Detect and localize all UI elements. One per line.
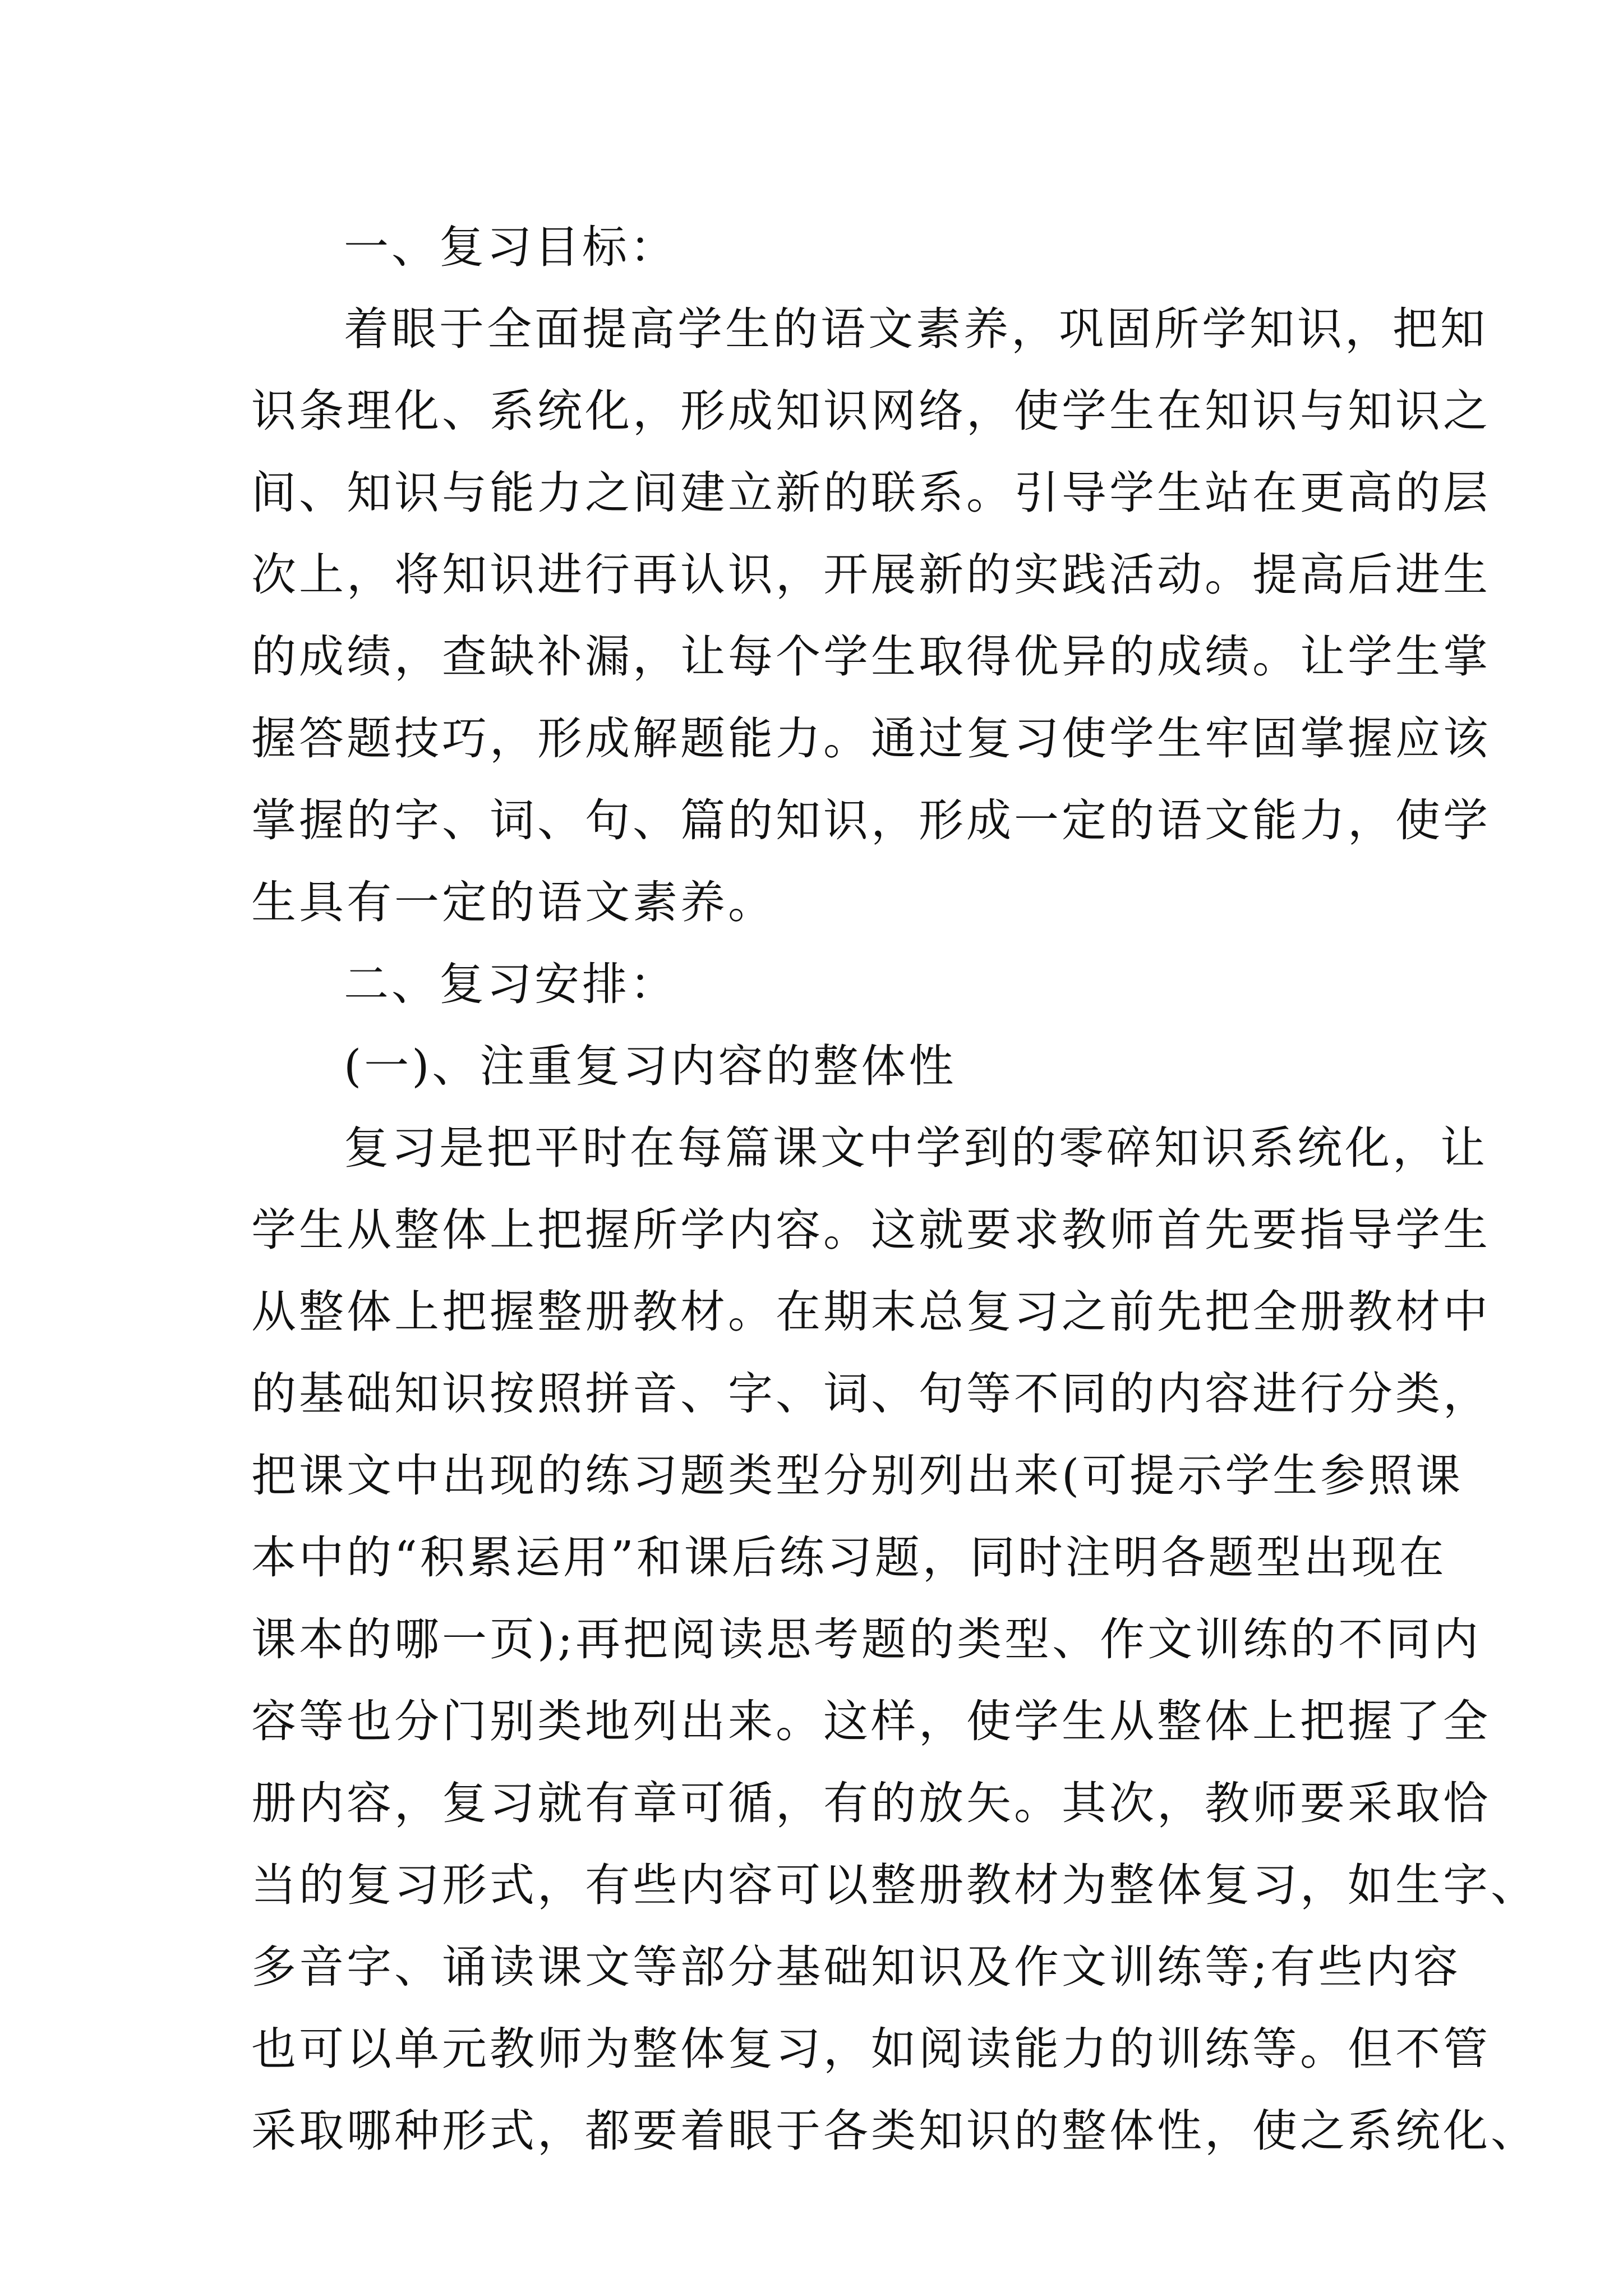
- paragraph-line: 册内容，复习就有章可循，有的放矢。其次，教师要采取恰: [251, 1777, 1491, 1829]
- paragraph-review-integrity: [251, 1107, 1538, 2172]
- section-heading-review-goals: 一、复习目标：: [344, 221, 677, 273]
- paragraph-line: 容等也分门别类地列出来。这样，使学生从整体上把握了全: [251, 1695, 1491, 1747]
- paragraph-line: 次上，将知识进行再认识，开展新的实践活动。提高后进生: [251, 549, 1491, 601]
- paragraph-line: 课本的哪一页);再把阅读思考题的类型、作文训练的不同内: [251, 1613, 1482, 1665]
- paragraph-line: 本中的“积累运用”和课后练习题，同时注明各题型出现在: [251, 1531, 1447, 1584]
- paragraph-line: 学生从整体上把握所学内容。这就要求教师首先要指导学生: [251, 1204, 1491, 1256]
- paragraph-line: 握答题技巧，形成解题能力。通过复习使学生牢固掌握应该: [251, 712, 1491, 765]
- paragraph-line: 的成绩，查缺补漏，让每个学生取得优异的成绩。让学生掌: [251, 631, 1491, 683]
- document-body: [251, 206, 1538, 2172]
- paragraph-line: 也可以单元教师为整体复习，如阅读能力的训练等。但不管: [251, 2023, 1491, 2075]
- paragraph-line: 间、知识与能力之间建立新的联系。引导学生站在更高的层: [251, 467, 1491, 519]
- paragraph-line: 掌握的字、词、句、篇的知识，形成一定的语文能力，使学: [251, 794, 1491, 846]
- paragraph-line: 的基础知识按照拼音、字、词、句等不同的内容进行分类，: [251, 1368, 1491, 1420]
- paragraph-line: 识条理化、系统化，形成知识网络，使学生在知识与知识之: [251, 385, 1491, 437]
- paragraph-line: 着眼于全面提高学生的语文素养，巩固所学知识，把知: [344, 303, 1488, 355]
- paragraph-line: 采取哪种形式，都要着眼于各类知识的整体性，使之系统化、: [251, 2105, 1538, 2157]
- paragraph-line: 从整体上把握整册教材。在期末总复习之前先把全册教材中: [251, 1286, 1491, 1338]
- paragraph-line: 把课文中出现的练习题类型分别列出来(可提示学生参照课: [251, 1450, 1464, 1502]
- section-heading-review-arrangement: 二、复习安排：: [344, 958, 677, 1010]
- paragraph-line: 复习是把平时在每篇课文中学到的零碎知识系统化，让: [344, 1122, 1488, 1174]
- paragraph-line: 多音字、诵读课文等部分基础知识及作文训练等;有些内容: [251, 1941, 1461, 1993]
- subsection-heading: (一)、注重复习内容的整体性: [344, 1040, 957, 1092]
- paragraph-review-goals: [251, 288, 1491, 944]
- paragraph-line: 生具有一定的语文素养。: [251, 876, 776, 928]
- paragraph-line: 当的复习形式，有些内容可以整册教材为整体复习，如生字、: [251, 1859, 1538, 1911]
